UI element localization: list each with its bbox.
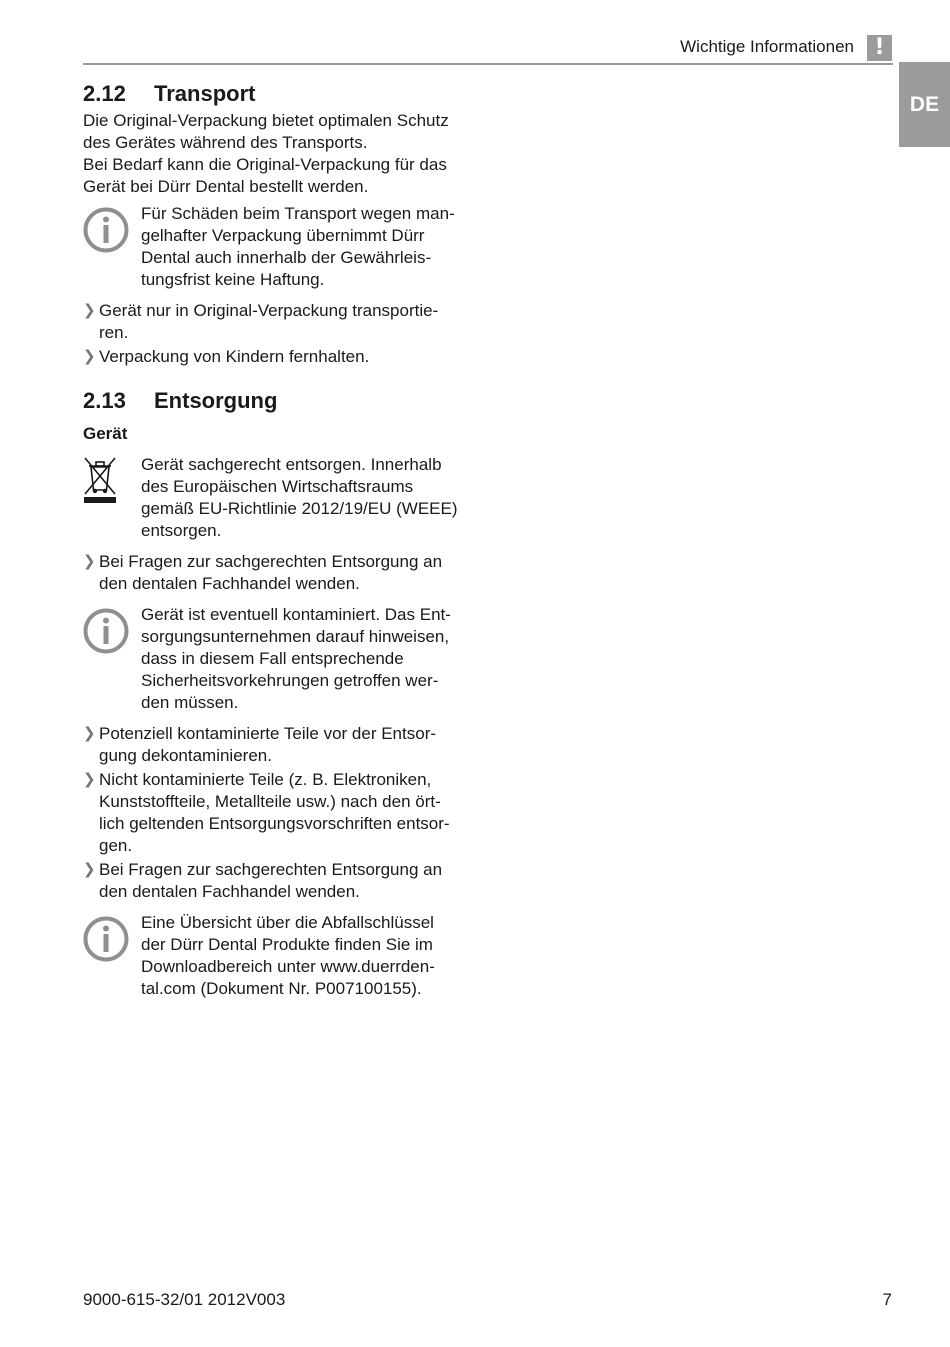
subheading: Gerät	[83, 424, 128, 443]
section-number: 2.13	[83, 388, 126, 413]
info-icon	[83, 207, 129, 253]
chevron-right-icon: ❯	[83, 553, 96, 570]
header-divider	[83, 63, 893, 65]
weee-note: Gerät sachgerecht entsorgen. Innerhalb des Europäischen Wirtschaftsraums gemäß EU-Richtlinie 2012/19/EU (WEEE) entsorgen.	[83, 454, 473, 542]
page-number: 7	[882, 1290, 892, 1309]
section-heading-disposal	[83, 387, 473, 415]
chevron-right-icon: ❯	[83, 771, 96, 788]
crossed-bin-icon	[83, 456, 117, 504]
document-number: 9000-615-32/01 2012V003	[83, 1290, 286, 1309]
list-item: ❯ Bei Fragen zur sachgerechten Entsorgung an den dentalen Fachhandel wenden.	[83, 552, 443, 593]
section-title: Entsorgung	[154, 388, 278, 413]
info-note: Für Schäden beim Transport wegen man- gelhafter Verpackung übernimmt Dürr Dental auch innerhalb der Gewährleis- tungsfrist keine Haftung.	[83, 203, 473, 291]
transport-bullets	[83, 300, 473, 368]
list-item: ❯ Potenziell kontaminierte Teile vor der Entsor- gung dekontaminieren.	[83, 724, 437, 765]
chevron-right-icon: ❯	[83, 302, 96, 319]
warning-badge-icon: !	[867, 35, 892, 61]
list-item: ❯ Verpackung von Kindern fernhalten.	[83, 347, 370, 366]
info-icon	[83, 608, 129, 654]
list-item: ❯ Gerät nur in Original-Verpackung transportie- ren.	[83, 301, 439, 342]
info-note: Gerät ist eventuell kontaminiert. Das Ent- sorgungsunternehmen darauf hinweisen, dass in diesem Fall entsprechende Sicherheitsvorkehrungen getroffen wer- den müssen.	[83, 604, 473, 714]
language-tab: DE	[899, 62, 950, 147]
section-title: Transport	[154, 81, 256, 106]
info-note: Eine Übersicht über die Abfallschlüssel der Dürr Dental Produkte finden Sie im Downloadbereich unter www.duerrden- tal.com (Dokument Nr. P007100155).	[83, 912, 473, 1000]
transport-paragraph: Die Original-Verpackung bietet optimalen Schutz des Gerätes während des Transports. Bei Bedarf kann die Original-Verpackung für das Gerät bei Dürr Dental bestellt werden.	[83, 111, 449, 196]
disposal-bullets-b	[83, 723, 473, 903]
list-item: ❯ Nicht kontaminierte Teile (z. B. Elektroniken, Kunststoffteile, Metallteile usw.) nach den ört- lich geltenden Entsorgungsvorschriften entsor- gen.	[83, 770, 450, 855]
section-heading-transport	[83, 80, 473, 108]
chevron-right-icon: ❯	[83, 725, 96, 742]
disposal-bullets-a	[83, 551, 473, 595]
header-title: Wichtige Informationen	[680, 37, 854, 56]
list-item: ❯ Bei Fragen zur sachgerechten Entsorgung an den dentalen Fachhandel wenden.	[83, 860, 443, 901]
main-content	[83, 80, 473, 1000]
info-icon	[83, 916, 129, 962]
chevron-right-icon: ❯	[83, 348, 96, 365]
chevron-right-icon: ❯	[83, 861, 96, 878]
section-number: 2.12	[83, 81, 126, 106]
